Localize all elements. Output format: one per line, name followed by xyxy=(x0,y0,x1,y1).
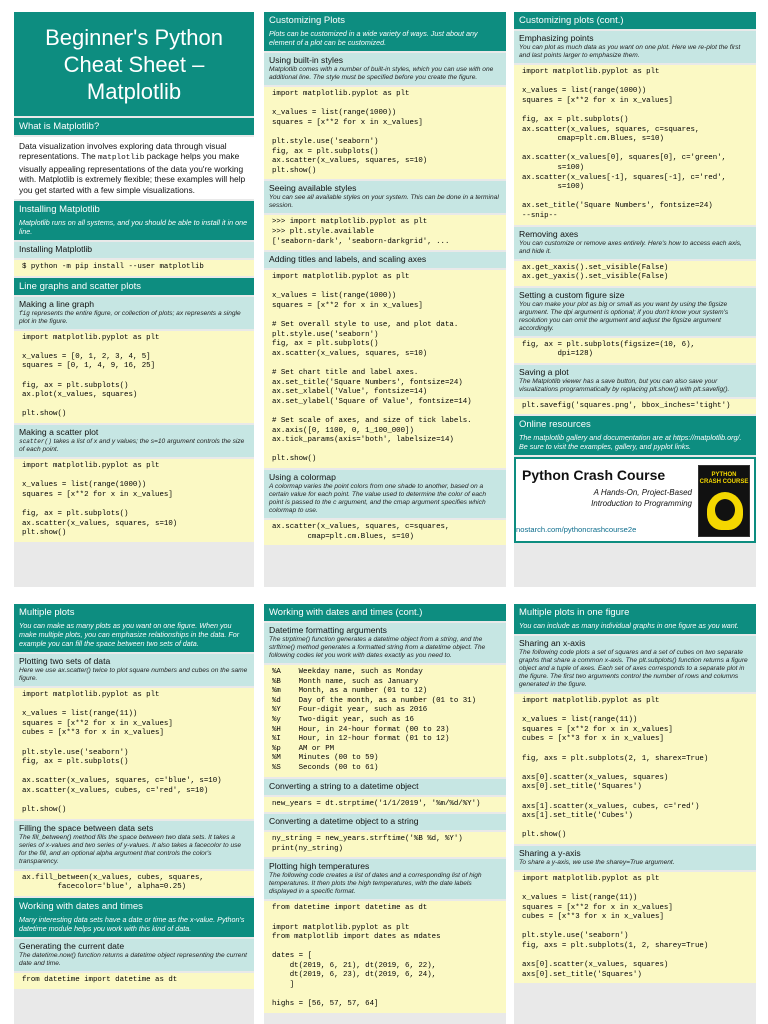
line-graph-code: import matplotlib.pyplot as plt x_values = [0, 1, 2, 3, 4, 5] squares = [0, 1, 4, 9, 16, 25] fig, ax = plt.subplots() ax.plot(x_values, squares) plt.show() xyxy=(14,331,254,423)
book-cover-title: PYTHON CRASH COURSE xyxy=(699,472,749,486)
online-resources-intro[interactable]: The matplotlib gallery and documentation are at https://matplotlib.org/. Be sure to visit the examples, gallery, and pyplot links. xyxy=(514,433,756,455)
column-customizing-cont xyxy=(514,12,756,587)
figure-size-code: fig, ax = plt.subplots(figsize=(10, 6), dpi=128) xyxy=(514,338,756,363)
fill-between-subheader: Filling the space between data sets The fill_between() method fills the space between two data sets. It takes a series of x-values and two series of y-values. It also takes a facecolor to use for the fill, and an optional alpha argument that controls the color's transparency. xyxy=(14,821,254,869)
section-header-online-resources: Online resources xyxy=(514,416,756,433)
section-header-installing: Installing Matplotlib xyxy=(14,201,254,218)
column-multiple-plots xyxy=(14,604,254,1024)
emphasizing-code: import matplotlib.pyplot as plt x_values = list(range(1000)) squares = [x**2 for x in x_values] fig, ax = plt.subplots() ax.scatter(x_values, squares, c=squares, cmap=plt.cm.Blues, s=10) ax.scatter(x_values[0], squares[0], c='green', s=100) ax.scatter(x_values[-1], squares[-1], c='red', s=100) ax.set_title('Square Numbers', fontsize=24) --snip-- xyxy=(514,65,756,225)
installing-code: $ python -m pip install --user matplotlib xyxy=(14,260,254,276)
saving-plot-code: plt.savefig('squares.png', bbox_inches='tight') xyxy=(514,399,756,415)
book-cover-image xyxy=(698,465,750,537)
section-header-what-is: What is Matplotlib? xyxy=(14,118,254,135)
line-graph-subheader: Making a line graph fig represents the entire figure, or collection of plots; ax represents a single plot in the figure. xyxy=(14,297,254,329)
section-header-customizing-cont: Customizing plots (cont.) xyxy=(514,12,756,29)
multiple-in-one-intro: You can include as many individual graphs in one figure as you want. xyxy=(514,621,756,634)
what-is-paragraph: Data visualization involves exploring data through visual representations. The matplotlib package helps you make visually appealing representations of the data you're working with. Matplotlib is extremely flexible; these examples will help you get started with a few simple visualizations. xyxy=(14,137,254,199)
share-y-code: import matplotlib.pyplot as plt x_values = list(range(11)) squares = [x**2 for x in x_values] cubes = [x**3 for x in x_values] plt.style.use('seaborn') fig, axs = plt.subplots(1, 2, sharey=True) axs[0].scatter(x_values, squares) axs[0].set_title('Squares') xyxy=(514,872,756,984)
datetime-to-string-subheader: Converting a datetime object to a string xyxy=(264,814,506,830)
customizing-intro: Plots can be customized in a wide variety of ways. Just about any element of a plot can be customized. xyxy=(264,29,506,51)
multiple-plots-intro: You can make as many plots as you want on one figure. When you make multiple plots, you can emphasize relationships in the data. For example you can fill the space between two sets of data. xyxy=(14,621,254,652)
datetime-format-subheader: Datetime formatting arguments The strptime() function generates a datetime object from a string, and the strftime() method generates a formatted string from a datetime object. The following codes let you work with dates exactly as you need to. xyxy=(264,623,506,663)
share-y-subheader: Sharing a y-axis To share a y-axis, we use the sharey=True argument. xyxy=(514,846,756,870)
titles-labels-code: import matplotlib.pyplot as plt x_values = list(range(1000)) squares = [x**2 for x in x_values] # Set overall style to use, and plot data. plt.style.use('seaborn') fig, ax = plt.subplots() ax.scatter(x_values, squares, s=10) # Set chart title and label axes. ax.set_title('Square Numbers', fontsize=24) ax.set_xlabel('Value', fontsize=14) ax.set_ylabel('Square of Value', fontsize=14) # Set scale of axes, and size of tick labels. ax.axis([0, 1100, 0, 1_100_000]) ax.tick_params(axis='both', labelsize=14) plt.show() xyxy=(264,270,506,468)
column-multiple-in-one xyxy=(514,604,756,1024)
page-title: Beginner's Python Cheat Sheet – Matplotlib xyxy=(14,12,254,116)
builtin-styles-subheader: Using built-in styles Matplotlib comes with a number of built-in styles, which you can use with one additional line. The style must be specified before you create the figure. xyxy=(264,53,506,85)
fill-between-code: ax.fill_between(x_values, cubes, squares, facecolor='blue', alpha=0.25) xyxy=(14,871,254,896)
column-dates-cont xyxy=(264,604,506,1024)
column-intro xyxy=(14,12,254,587)
emphasizing-subheader: Emphasizing points You can plot as much data as you want on one plot. Here we re-plot the first and last points larger to emphasize them. xyxy=(514,31,756,63)
share-x-code: import matplotlib.pyplot as plt x_values = list(range(11)) squares = [x**2 for x in x_values] cubes = [x**3 for x in x_values] fig, axs = plt.subplots(2, 1, sharex=True) axs[0].scatter(x_values, squares) axs[0].set_title('Squares') axs[1].scatter(x_values, cubes, c='red') axs[1].set_title('Cubes') plt.show() xyxy=(514,694,756,844)
book-promo xyxy=(514,457,756,543)
share-x-subheader: Sharing an x-axis The following code plots a set of squares and a set of cubes on two separate graphs that share a common x-axis. The plt.subplots() function returns a figure object and a tuple of axes. Each set of axes corresponds to a separate plot in the figure. The first two arguments control the number of rows and columns generated in the figure. xyxy=(514,636,756,692)
saving-plot-subheader: Saving a plot The Matplotlib viewer has a save button, but you can also save your visualizations programmatically by replacing plt.show() with plt.savefig(). xyxy=(514,365,756,397)
figure-size-subheader: Setting a custom figure size You can make your plot as big or small as you want by using the figsize argument. The dpi argument is optional; if you don't know your system's resolution you can omit the argument and adjust the figsize argument accordingly. xyxy=(514,288,756,336)
datetime-format-code: %A Weekday name, such as Monday %B Month name, such as January %m Month, as a number (01 to 12) %d Day of the month, as a number (01 to 31) %Y Four-digit year, such as 2016 %y Two-digit year, such as 16 %H Hour, in 24-hour format (00 to 23) %I Hour, in 12-hour format (01 to 12) %p AM or PM %M Minutes (00 to 59) %S Seconds (00 to 61) xyxy=(264,665,506,777)
installing-subheader: Installing Matplotlib xyxy=(14,242,254,258)
builtin-styles-code: import matplotlib.pyplot as plt x_values = list(range(1000)) squares = [x**2 for x in x_values] plt.style.use('seaborn') fig, ax = plt.subplots() ax.scatter(x_values, squares, s=10) plt.show() xyxy=(264,87,506,179)
section-header-dates: Working with dates and times xyxy=(14,898,254,915)
string-to-datetime-code: new_years = dt.strptime('1/1/2019', '%m/%d/%Y') xyxy=(264,797,506,813)
datetime-to-string-code: ny_string = new_years.strftime('%B %d, %Y') print(ny_string) xyxy=(264,832,506,857)
two-sets-code: import matplotlib.pyplot as plt x_values = list(range(11)) squares = [x**2 for x in x_values] cubes = [x**3 for x in x_values] plt.style.use('seaborn') fig, ax = plt.subplots() ax.scatter(x_values, squares, c='blue', s=10) ax.scatter(x_values, cubes, c='red', s=10) plt.show() xyxy=(14,688,254,819)
section-header-multiple-plots: Multiple plots xyxy=(14,604,254,621)
column-customizing xyxy=(264,12,506,587)
section-header-customizing: Customizing Plots xyxy=(264,12,506,29)
scatter-plot-code: import matplotlib.pyplot as plt x_values = list(range(1000)) squares = [x**2 for x in x_values] fig, ax = plt.subplots() ax.scatter(x_values, squares, s=10) plt.show() xyxy=(14,459,254,542)
section-header-multiple-in-one: Multiple plots in one figure xyxy=(514,604,756,621)
colormap-code: ax.scatter(x_values, squares, c=squares, cmap=plt.cm.Blues, s=10) xyxy=(264,520,506,545)
book-url-link[interactable]: nostarch.com/pythoncrashcourse2e xyxy=(516,525,637,535)
section-header-line-graphs: Line graphs and scatter plots xyxy=(14,278,254,295)
string-to-datetime-subheader: Converting a string to a datetime object xyxy=(264,779,506,795)
book-title: Python Crash Course xyxy=(522,467,666,484)
high-temps-subheader: Plotting high temperatures The following code creates a list of dates and a corresponding list of high temperatures. It then plots the high temperatures, with the date labels displayed in a specific format. xyxy=(264,859,506,899)
colormap-subheader: Using a colormap A colormap varies the point colors from one shade to another, based on a certain value for each point. The value used to determine the color of each point is passed to the c argument, and the cmap argument specifies which colormap to use. xyxy=(264,470,506,518)
installing-intro: Matplotlib runs on all systems, and you should be able to install it in one line. xyxy=(14,218,254,240)
removing-axes-subheader: Removing axes You can customize or remove axes entirely. Here's how to access each axis, and hide it. xyxy=(514,227,756,259)
section-header-dates-cont: Working with dates and times (cont.) xyxy=(264,604,506,621)
current-date-subheader: Generating the current date The datetime.now() function returns a datetime object representing the current date and time. xyxy=(14,939,254,971)
current-date-code: from datetime import datetime as dt xyxy=(14,973,254,989)
two-sets-subheader: Plotting two sets of data Here we use ax.scatter() twice to plot square numbers and cubes on the same figure. xyxy=(14,654,254,686)
book-subtitle-line2: Introduction to Programming xyxy=(591,499,692,509)
available-styles-subheader: Seeing available styles You can see all available styles on your system. This can be done in a terminal session. xyxy=(264,181,506,213)
dates-intro: Many interesting data sets have a date or time as the x-value. Python's datetime module helps you work with this kind of data. xyxy=(14,915,254,937)
titles-labels-subheader: Adding titles and labels, and scaling axes xyxy=(264,252,506,268)
book-subtitle-line1: A Hands-On, Project-Based xyxy=(593,488,692,498)
available-styles-code: >>> import matplotlib.pyplot as plt >>> plt.style.available ['seaborn-dark', 'seaborn-darkgrid', ... xyxy=(264,215,506,250)
high-temps-code: from datetime import datetime as dt import matplotlib.pyplot as plt from matplotlib import dates as mdates dates = [ dt(2019, 6, 21), dt(2019, 6, 22), dt(2019, 6, 23), dt(2019, 6, 24), ] highs = [56, 57, 57, 64] xyxy=(264,901,506,1013)
removing-axes-code: ax.get_xaxis().set_visible(False) ax.get_yaxis().set_visible(False) xyxy=(514,261,756,286)
scatter-plot-subheader: Making a scatter plot scatter() takes a list of x and y values; the s=10 argument controls the size of each point. xyxy=(14,425,254,457)
